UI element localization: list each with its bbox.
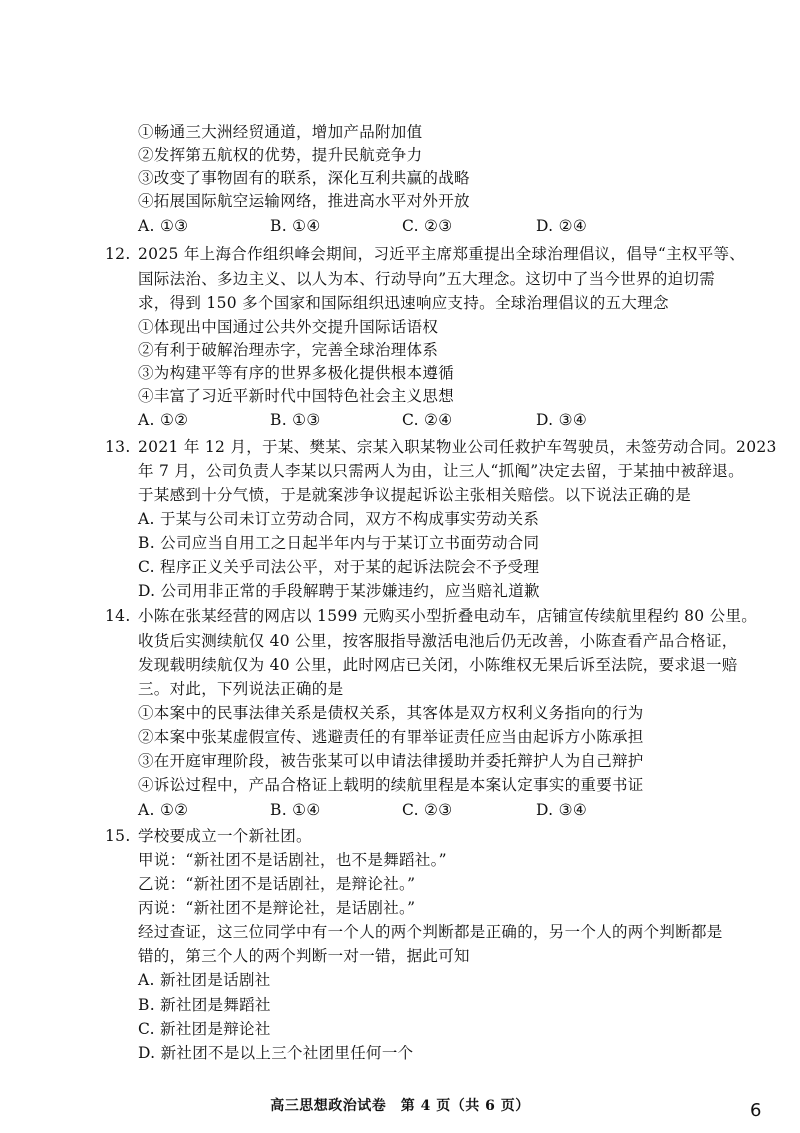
option-b: B. ①③ <box>270 411 321 429</box>
option-d: D. ③④ <box>536 411 588 429</box>
option-b: B. ①④ <box>270 801 321 819</box>
question-number: 13. <box>105 438 131 456</box>
page-mark: 6 <box>750 1100 762 1121</box>
option-c: C. ②③ <box>402 217 453 235</box>
option-c: C. ②④ <box>402 411 453 429</box>
option-d: D. ③④ <box>536 801 588 819</box>
option-b: B. ①④ <box>270 217 321 235</box>
question-number: 12. <box>105 245 131 263</box>
option-d: D. ②④ <box>536 217 588 235</box>
exam-page: ①畅通三大洲经贸通道，增加产品附加值 ②发挥第五航权的优势，提升民航竞争力 ③改变了事物固有的联系，深化互利共赢的战略 ④拓展国际航空运输网络，推进高水平对外开放 A. ①③ B. ①④ C. ②③ D. ②④ 12. 2025 年上海合作组织峰会期间，习近平主席郑重提出全球治理倡议，倡导“主权平等、 国际法治、多边主义、以人为本、行动导向”五大理念。这切中了当今世界的迫切需 求，得到 150 多个国家和国际组织迅速响应支持。全球治理倡议的五大理念 ①体现出中国通过公共外交提升国际话语权 ②有利于破解治理赤字，完善全球治理体系 ③为构建平等有序的世界多极化提供根本遵循 ④丰富了习近平新时代中国特色社会主义思想 A. ①② B. ①③ C. ②④ D. ③④ 13. 2021 年 12 月，于某、樊某、宗某入职某物业公司任救护车驾驶员，未签劳动合同。2023 年 7 月，公司负责人李某以只需两人为由，让三人“抓阄”决定去留，于某抽中被辞退。 于某感到十分气愤，于是就案涉争议提起诉讼主张相关赔偿。以下说法正确的是 A. 于某与公司未订立劳动合同，双方不构成事实劳动关系 B. 公司应当自用工之日起半年内与于某订立书面劳动合同 C. 程序正义关乎司法公平，对于某的起诉法院会不予受理 D. 公司用非正常的手段解聘于某涉嫌违约，应当赔礼道歉 14. 小陈在张某经营的网店以 1599 元购买小型折叠电动车，店铺宣传续航里程约 80 公里。 收货后实测续航仅 40 公里，按客服指导激活电池后仍无改善，小陈查看产品合格证， 发现载明续航仅为 40 公里，此时网店已关闭，小陈维权无果后诉至法院，要求退一赔 三。对此，下列说法正确的是 ①本案中的民事法律关系是债权关系，其客体是双方权利义务指向的行为 ②本案中张某虚假宣传、逃避责任的有罪举证责任应当由起诉方小陈承担 ③在开庭审理阶段，被告张某可以申请法律援助并委托辩护人为自己辩护 ④诉讼过程中，产品合格证上载明的续航里程是本案认定事实的重要书证 A. ①② B. ①④ C. ②③ D. ③④ 15. 学校要成立一个新社团。 甲说：“新社团不是话剧社，也不是舞蹈社。” 乙说：“新社团不是话剧社，是辩论社。” 丙说：“新社团不是辩论社，是话剧社。” 经过查证，这三位同学中有一个人的两个判断都是正确的，另一个人的两个判断都是 错的，第三个人的两个判断一对一错，据此可知 A. 新社团是话剧社 B. 新社团是舞蹈社 C. 新社团是辩论社 D. 新社团不是以上三个社团里任何一个 高三思想政治试卷 第 4 页（共 6 页） 6 <box>0 0 800 1133</box>
option-a: A. ①③ <box>138 217 189 235</box>
question-number: 14. <box>105 607 131 625</box>
option-a: A. ①② <box>138 411 189 429</box>
option-c: C. ②③ <box>402 801 453 819</box>
option-a: A. ①② <box>138 801 189 819</box>
question-number: 15. <box>105 827 131 845</box>
page-footer: 高三思想政治试卷 第 4 页（共 6 页） <box>270 1098 530 1114</box>
